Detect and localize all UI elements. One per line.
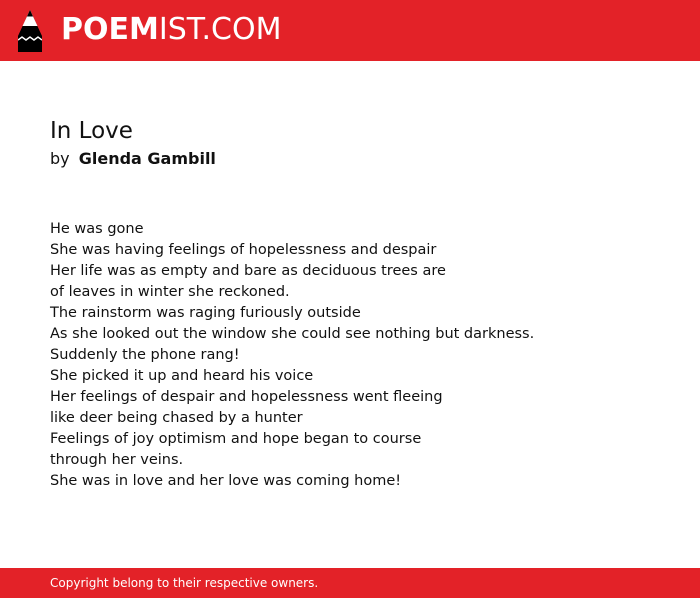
poem-line: She was having feelings of hopelessness and despair	[50, 242, 437, 258]
logo-bold-text: POEM	[61, 12, 159, 47]
by-label: by	[50, 149, 70, 168]
poem-line: As she looked out the window she could see nothing but darkness.	[50, 326, 535, 342]
logo-light-text: IST.COM	[158, 12, 282, 47]
poem-title: In Love	[50, 118, 133, 144]
poem-line: like deer being chased by a hunter	[50, 410, 303, 426]
poem-line: She picked it up and heard his voice	[50, 368, 314, 384]
site-footer	[0, 568, 700, 598]
pencil-logo-icon[interactable]	[18, 10, 42, 52]
site-logo-link[interactable]	[61, 12, 281, 48]
poem-line: Her life was as empty and bare as deciduous trees are	[50, 263, 446, 279]
poem-line: through her veins.	[50, 452, 184, 468]
poem-line: She was in love and her love was coming home!	[50, 473, 402, 489]
poem-content	[50, 116, 670, 492]
poem-line: The rainstorm was raging furiously outside	[50, 305, 361, 321]
poem-line: Her feelings of despair and hopelessness went fleeing	[50, 389, 443, 405]
poem-byline	[50, 148, 670, 170]
poem-line: Feelings of joy optimism and hope began to course	[50, 431, 422, 447]
author-link[interactable]: Glenda Gambill	[78, 149, 216, 168]
poem-line: Suddenly the phone rang!	[50, 347, 240, 363]
site-header	[0, 0, 700, 61]
poem-line: of leaves in winter she reckoned.	[50, 284, 290, 300]
poem-body	[50, 219, 670, 492]
poem-line: He was gone	[50, 221, 144, 237]
copyright-text: Copyright belong to their respective owners.	[50, 576, 319, 590]
